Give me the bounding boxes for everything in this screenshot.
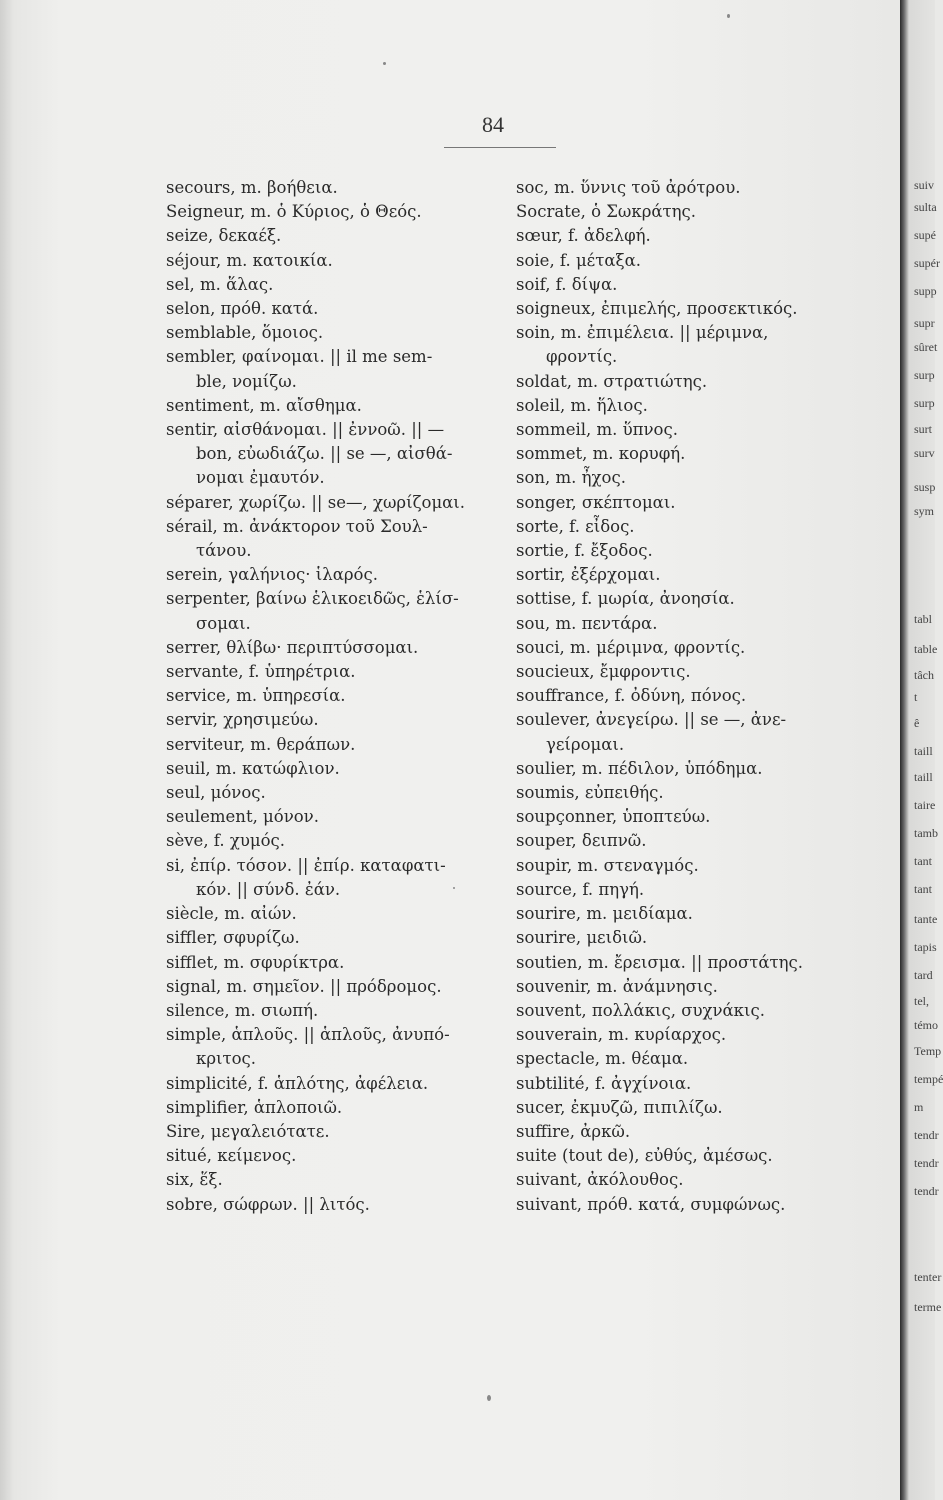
dictionary-entry (516, 1047, 851, 1071)
entry-line: secours, m. βοήθεια. (166, 178, 338, 197)
adjacent-page-fragment: surp (914, 396, 935, 410)
entry-line: sourire, m. μειδίαμα. (516, 904, 693, 924)
adjacent-page-fragment: surv (914, 446, 935, 460)
entry-line: soigneux, ἐπιμελής, προσεκτικός. (516, 299, 798, 319)
dictionary-entry (516, 491, 851, 515)
dictionary-entry (166, 951, 496, 975)
entry-line: sœur, f. ἀδελφή. (516, 226, 651, 246)
entry-line: si, ἐπίρ. τόσον. || ἐπίρ. καταφατι- (166, 855, 446, 875)
paper-speck (453, 887, 455, 889)
right-column (516, 176, 851, 1217)
adjacent-page-fragment: tante (914, 912, 938, 926)
paper-speck (383, 62, 386, 65)
entry-line: servante, f. ὑπηρέτρια. (166, 662, 356, 682)
entry-line: séparer, χωρίζω. || se—, χωρίζομαι. (166, 492, 466, 512)
dictionary-entry (166, 781, 496, 805)
adjacent-page-fragment: sûret (914, 340, 938, 354)
entry-line: songer, σκέπτομαι. (516, 492, 676, 512)
entry-line: souvenir, m. ἀνάμνησις. (516, 976, 718, 996)
entry-line: simplicité, f. ἁπλότης, ἀφέλεια. (166, 1073, 429, 1093)
adjacent-page-fragment: tant (914, 882, 932, 896)
dictionary-entry (166, 273, 496, 297)
dictionary-entry (166, 1193, 496, 1217)
dictionary-entry (166, 684, 496, 708)
dictionary-entry (516, 1168, 851, 1192)
dictionary-entry (166, 1168, 496, 1192)
dictionary-entry (516, 273, 851, 297)
entry-line: silence, m. σιωπή. (166, 1000, 319, 1020)
entry-line: six, ἕξ. (166, 1170, 223, 1190)
dictionary-entry (516, 999, 851, 1023)
adjacent-page-fragment: tant (914, 854, 932, 868)
entry-line: seul, μόνος. (166, 783, 266, 803)
page-number: 84 (482, 112, 504, 137)
dictionary-entry (166, 636, 496, 660)
dictionary-entry (166, 708, 496, 732)
dictionary-entry (516, 636, 851, 660)
entry-line: soie, f. μέταξα. (516, 250, 641, 270)
entry-line: sérail, m. ἀνάκτορον τοῦ Σουλ- (166, 516, 428, 536)
dictionary-entry (516, 926, 851, 950)
adjacent-page-edge (900, 0, 943, 1500)
adjacent-page-fragment: m (914, 1100, 924, 1114)
entry-line: serviteur, m. θεράπων. (166, 734, 356, 754)
entry-line: sifflet, m. σφυρίκτρα. (166, 952, 345, 972)
entry-line: soupir, m. στεναγμός. (516, 855, 699, 875)
adjacent-page-fragment: supér (914, 256, 940, 270)
left-column (166, 176, 496, 1217)
adjacent-page-fragment: surp (914, 368, 935, 382)
entry-line: seulement, μόνον. (166, 807, 319, 827)
entry-line: signal, m. σημεῖον. || πρόδρομος. (166, 976, 442, 996)
dictionary-entry (516, 1096, 851, 1120)
dictionary-entry (516, 781, 851, 805)
entry-line: selon, πρόθ. κατά. (166, 299, 319, 319)
entry-line: Sire, μεγαλειότατε. (166, 1121, 330, 1141)
entry-continuation: γείρομαι. (546, 734, 625, 754)
dictionary-entry (516, 951, 851, 975)
entry-line: sève, f. χυμός. (166, 831, 285, 851)
dictionary-entry (516, 1193, 851, 1217)
dictionary-entry (166, 660, 496, 684)
entry-line: servir, χρησιμεύω. (166, 710, 319, 730)
entry-line: situé, κείμενος. (166, 1146, 297, 1166)
dictionary-entry (166, 321, 496, 345)
adjacent-page-fragment: table (914, 642, 938, 656)
entry-line: siècle, m. αἰών. (166, 904, 297, 924)
entry-line: sentir, αἰσθάνομαι. || ἐννοῶ. || — (166, 420, 445, 440)
adjacent-page-fragment: tel, (914, 994, 929, 1008)
entry-line: suivant, ἀκόλουθος. (516, 1170, 684, 1190)
entry-line: soulier, m. πέδιλον, ὑπόδημα. (516, 758, 763, 778)
dictionary-entry (166, 1120, 496, 1144)
entry-line: seuil, m. κατώφλιον. (166, 758, 340, 778)
dictionary-entry (516, 854, 851, 878)
entry-line: soulever, ἀνεγείρω. || se —, ἀνε- (516, 710, 787, 730)
dictionary-entry (516, 612, 851, 636)
dictionary-entry (166, 1144, 496, 1168)
entry-line: sottise, f. μωρία, ἀνοησία. (516, 589, 735, 609)
dictionary-entry (516, 466, 851, 490)
dictionary-entry (516, 1072, 851, 1096)
entry-line: simplifier, ἁπλοποιῶ. (166, 1097, 343, 1117)
entry-line: soumis, εὐπειθής. (516, 783, 664, 803)
entry-line: souverain, m. κυρίαρχος. (516, 1025, 727, 1045)
entry-line: souci, m. μέριμνα, φροντίς. (516, 637, 746, 657)
adjacent-page-fragment: tamb (914, 826, 938, 840)
entry-continuation: κόν. || σύνδ. ἐάν. (196, 879, 341, 899)
dictionary-entry (166, 805, 496, 829)
adjacent-page-fragment: tard (914, 968, 933, 982)
entry-line: séjour, m. κατοικία. (166, 250, 333, 270)
dictionary-entry (516, 805, 851, 829)
entry-line: sembler, φαίνομαι. || il me sem- (166, 347, 433, 367)
paper-speck (487, 1395, 491, 1401)
entry-continuation: φροντίς. (546, 347, 618, 367)
dictionary-entry (516, 684, 851, 708)
dictionary-entry (166, 1072, 496, 1096)
entry-line: sourire, μειδιῶ. (516, 928, 648, 948)
dictionary-entry (166, 418, 496, 491)
adjacent-page-fragment: tâch (914, 668, 934, 682)
adjacent-page-fragment: tendr (914, 1156, 939, 1170)
dictionary-entry (516, 176, 851, 200)
dictionary-entry (516, 902, 851, 926)
dictionary-entry (166, 249, 496, 273)
dictionary-entry (516, 708, 851, 756)
entry-line: sorte, f. εἶδος. (516, 516, 635, 536)
dictionary-entry (166, 975, 496, 999)
dictionary-entry (166, 1096, 496, 1120)
adjacent-page-fragment: t (914, 690, 918, 704)
dictionary-entry (516, 515, 851, 539)
dictionary-entry (516, 224, 851, 248)
adjacent-page-fragment: témo (914, 1018, 938, 1032)
dictionary-entry (166, 515, 496, 563)
adjacent-page-fragment: taill (914, 770, 933, 784)
dictionary-entry (516, 321, 851, 369)
dictionary-entry (516, 249, 851, 273)
entry-line: serpenter, βαίνω ἑλικοειδῶς, ἑλίσ- (166, 589, 459, 609)
entry-line: source, f. πηγή. (516, 879, 645, 899)
entry-line: sou, m. πεντάρα. (516, 613, 658, 633)
dictionary-entry (516, 660, 851, 684)
adjacent-page-fragment: tendr (914, 1128, 939, 1142)
entry-line: sobre, σώφρων. || λιτός. (166, 1194, 370, 1214)
dictionary-entry (516, 1144, 851, 1168)
entry-line: sel, m. ἅλας. (166, 274, 274, 294)
dictionary-entry (516, 442, 851, 466)
dictionary-entry (166, 1023, 496, 1071)
entry-line: soc, m. ὕννις τοῦ ἀρότρου. (516, 178, 741, 197)
dictionary-entry (516, 1120, 851, 1144)
entry-line: sentiment, m. αἴσθημα. (166, 395, 362, 415)
entry-line: son, m. ἦχος. (516, 468, 626, 488)
dictionary-entry (166, 200, 496, 224)
adjacent-page-fragment: ê (914, 716, 920, 730)
dictionary-entry (516, 757, 851, 781)
dictionary-entry (516, 1023, 851, 1047)
entry-line: soutien, m. ἔρεισμα. || προστάτης. (516, 952, 804, 972)
entry-line: soupçonner, ὑποπτεύω. (516, 807, 711, 827)
dictionary-entry (166, 345, 496, 393)
entry-line: soif, f. δίψα. (516, 274, 618, 294)
adjacent-page-fragment: taill (914, 744, 933, 758)
entry-line: siffler, σφυρίζω. (166, 928, 300, 948)
adjacent-page-fragment: supé (914, 228, 936, 242)
dictionary-entry (166, 563, 496, 587)
dictionary-entry (166, 854, 496, 902)
adjacent-page-fragment: sulta (914, 200, 937, 214)
entry-line: soin, m. ἐπιμέλεια. || μέριμνα, (516, 323, 769, 343)
dictionary-entry (516, 418, 851, 442)
adjacent-page-fragment: taire (914, 798, 936, 812)
adjacent-page-fragment: terme (914, 1300, 942, 1314)
entry-line: soldat, m. στρατιώτης. (516, 371, 708, 391)
dictionary-entry (516, 394, 851, 418)
dictionary-entry (516, 539, 851, 563)
entry-line: Seigneur, m. ὁ Κύριος, ὁ Θεός. (166, 202, 422, 222)
entry-continuation: κριτος. (196, 1049, 257, 1069)
entry-line: simple, ἁπλοῦς. || ἁπλοῦς, ἀνυπό- (166, 1025, 450, 1045)
entry-line: souffrance, f. ὀδύνη, πόνος. (516, 686, 747, 706)
entry-continuation: σομαι. (196, 613, 251, 633)
adjacent-page-fragment: tabl (914, 612, 932, 626)
dictionary-entry (516, 297, 851, 321)
dictionary-entry (166, 733, 496, 757)
adjacent-page-fragment: tendr (914, 1184, 939, 1198)
entry-line: suffire, ἀρκῶ. (516, 1121, 631, 1141)
dictionary-entry (166, 297, 496, 321)
dictionary-entry (516, 563, 851, 587)
entry-continuation: bon, εὐωδιάζω. || se —, αἰσθά- (196, 444, 453, 464)
paper-speck (727, 14, 730, 18)
adjacent-page-fragment: tapis (914, 940, 937, 954)
dictionary-entry (166, 829, 496, 853)
dictionary-entry (516, 878, 851, 902)
entry-continuation: νομαι ἐμαυτόν. (196, 468, 325, 488)
dictionary-entry (166, 176, 496, 200)
entry-line: souper, δειπνῶ. (516, 831, 647, 851)
adjacent-page-fragment: supp (914, 284, 937, 298)
entry-line: sommeil, m. ὕπνος. (516, 420, 678, 440)
entry-line: suite (tout de), εὐθύς, ἀμέσως. (516, 1146, 773, 1166)
adjacent-page-fragment: susp (914, 480, 936, 494)
entry-line: soucieux, ἔμφροντις. (516, 662, 691, 682)
entry-continuation: τάνου. (196, 541, 252, 561)
dictionary-entry (516, 370, 851, 394)
dictionary-entry (166, 999, 496, 1023)
dictionary-entry (516, 975, 851, 999)
entry-line: sortie, f. ἔξοδος. (516, 541, 653, 561)
entry-line: sortir, ἐξέρχομαι. (516, 565, 661, 585)
entry-line: Socrate, ὁ Σωκράτης. (516, 202, 697, 222)
entry-line: semblable, ὅμοιος. (166, 323, 324, 343)
header-rule (444, 147, 556, 148)
dictionary-entry (166, 394, 496, 418)
adjacent-page-fragment: Temp (914, 1044, 942, 1058)
adjacent-page-fragment: surt (914, 422, 932, 436)
entry-line: sucer, ἐκμυζῶ, πιπιλίζω. (516, 1097, 723, 1117)
entry-line: seize, δεκαέξ. (166, 226, 282, 246)
entry-line: serein, γαλήνιος· ἱλαρός. (166, 565, 378, 585)
dictionary-entry (166, 926, 496, 950)
entry-continuation: ble, νομίζω. (196, 371, 297, 391)
adjacent-page-fragment: supr (914, 316, 935, 330)
entry-line: subtilité, f. ἀγχίνοια. (516, 1073, 692, 1093)
entry-line: sommet, m. κορυφή. (516, 444, 686, 464)
dictionary-entry (166, 902, 496, 926)
entry-line: suivant, πρόθ. κατά, συμφώνως. (516, 1194, 786, 1214)
dictionary-entry (516, 587, 851, 611)
dictionary-entry (166, 224, 496, 248)
entry-line: spectacle, m. θέαμα. (516, 1049, 689, 1069)
dictionary-entry (166, 757, 496, 781)
dictionary-entry (516, 829, 851, 853)
entry-line: serrer, θλίβω· περιπτύσσομαι. (166, 637, 419, 657)
dictionary-entry (166, 491, 496, 515)
entry-line: souvent, πολλάκις, συχνάκις. (516, 1000, 765, 1020)
adjacent-page-fragment: suiv (914, 178, 935, 192)
dictionary-entry (166, 587, 496, 635)
entry-line: soleil, m. ἥλιος. (516, 395, 648, 415)
adjacent-page-fragment: sym (914, 504, 935, 518)
adjacent-page-fragment: tempé (914, 1072, 943, 1086)
entry-line: service, m. ὑπηρεσία. (166, 686, 346, 706)
dictionary-entry (516, 200, 851, 224)
adjacent-page-fragment: tenter (914, 1270, 942, 1284)
